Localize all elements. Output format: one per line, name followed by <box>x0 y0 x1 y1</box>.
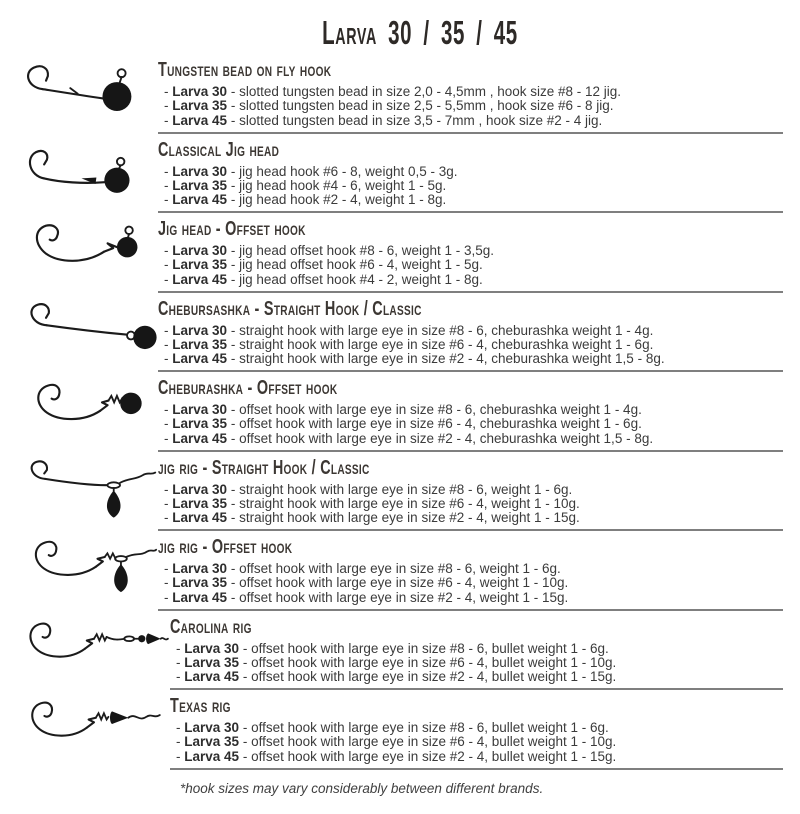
spec-text: straight hook with large eye in size #6 - 4, weight 1 - 10g. <box>239 495 580 511</box>
section-divider <box>158 132 783 134</box>
bullet-dash: - <box>164 243 169 258</box>
spec-text: jig head hook #6 - 8, weight 0,5 - 3g. <box>239 163 458 179</box>
spec-text: offset hook with large eye in size #6 - 4, cheburashka weight 1 - 6g. <box>239 416 642 432</box>
bullet-dash: - <box>164 402 169 417</box>
model-label: Larva 45 <box>172 271 228 287</box>
jig-head-offset-hook-icon <box>18 220 158 278</box>
spec-text: slotted tungsten bead in size 2,0 - 4,5mm , hook size #8 - 12 jig. <box>239 84 622 99</box>
section-cheburashka-straight-hook <box>0 295 800 375</box>
separator-dash: - <box>230 271 236 287</box>
bullet-dash: - <box>164 416 169 432</box>
rig-illustration <box>0 533 158 613</box>
bullet-dash: - <box>164 336 169 352</box>
bullet-dash: - <box>164 430 169 446</box>
section-divider <box>158 609 783 611</box>
spec-text: slotted tungsten bead in size 2,5 - 5,5mm , hook size #6 - 8 jig. <box>239 98 614 114</box>
section-divider <box>158 529 783 531</box>
carolina-rig-icon <box>18 618 170 673</box>
separator-dash: - <box>230 257 236 273</box>
spec-text: jig head offset hook #8 - 6, weight 1 - 3,5g. <box>239 243 495 258</box>
spec-line <box>158 483 783 497</box>
spec-line <box>158 99 783 113</box>
model-label: Larva 35 <box>172 257 228 273</box>
spec-line <box>170 735 783 749</box>
bullet-dash: - <box>164 351 169 367</box>
model-label: Larva 45 <box>184 669 240 685</box>
separator-dash: - <box>230 322 236 338</box>
spec-line <box>158 403 783 417</box>
bullet-dash: - <box>164 561 169 576</box>
section-cheburashka-offset-hook <box>0 374 800 454</box>
bullet-dash: - <box>164 192 169 208</box>
spec-line <box>158 432 783 446</box>
bullet-dash: - <box>164 112 169 128</box>
jig-rig-straight-hook-icon <box>18 459 158 524</box>
separator-dash: - <box>230 575 236 591</box>
separator-dash: - <box>230 402 236 417</box>
bullet-dash: - <box>176 720 181 735</box>
model-label: Larva 35 <box>172 98 228 114</box>
bullet-dash: - <box>176 640 181 656</box>
rig-illustration <box>0 692 170 772</box>
separator-dash: - <box>230 98 236 114</box>
section-divider <box>170 688 783 690</box>
bullet-dash: - <box>164 589 169 605</box>
separator-dash: - <box>230 495 236 511</box>
section-heading: Tungsten bead on fly hook <box>158 59 332 81</box>
bullet-dash: - <box>164 575 169 591</box>
spec-text: offset hook with large eye in size #6 - 4, bullet weight 1 - 10g. <box>251 654 617 670</box>
spec-line <box>158 576 783 590</box>
section-texas-rig <box>0 692 800 772</box>
rig-illustration <box>0 295 158 375</box>
separator-dash: - <box>230 243 236 258</box>
spec-line <box>170 670 783 684</box>
spec-line <box>158 244 783 258</box>
catalog-page <box>0 14 800 814</box>
spec-line <box>158 324 783 338</box>
separator-dash: - <box>230 481 236 497</box>
model-label: Larva 45 <box>172 112 228 128</box>
model-label: Larva 35 <box>172 177 228 193</box>
cheburashka-straight-hook-icon <box>18 300 158 358</box>
model-label: Larva 30 <box>172 561 228 576</box>
bullet-dash: - <box>164 257 169 273</box>
spec-text: offset hook with large eye in size #6 - 4, weight 1 - 10g. <box>239 575 569 591</box>
spec-text: offset hook with large eye in size #2 - 4, weight 1 - 15g. <box>239 589 569 605</box>
separator-dash: - <box>230 163 236 179</box>
separator-dash: - <box>242 669 248 685</box>
separator-dash: - <box>230 336 236 352</box>
section-divider <box>158 211 783 213</box>
rig-illustration <box>0 374 158 454</box>
spec-text: jig head hook #2 - 4, weight 1 - 8g. <box>239 192 447 208</box>
section-jig-rig-straight-hook <box>0 454 800 534</box>
section-heading: Chebursashka - Straight Hook / Classic <box>158 297 422 320</box>
spec-line <box>170 750 783 764</box>
tungsten-bead-fly-hook-icon <box>18 61 158 119</box>
separator-dash: - <box>230 84 236 99</box>
spec-line <box>158 338 783 352</box>
section-jig-rig-offset-hook <box>0 533 800 613</box>
rig-illustration <box>0 215 158 295</box>
bullet-dash: - <box>164 84 169 99</box>
separator-dash: - <box>242 640 248 656</box>
spec-text: offset hook with large eye in size #2 - 4, bullet weight 1 - 15g. <box>251 669 617 685</box>
spec-text: slotted tungsten bead in size 3,5 - 7mm , hook size #2 - 4 jig. <box>239 112 603 128</box>
section-divider <box>158 370 783 372</box>
bullet-dash: - <box>164 495 169 511</box>
section-heading: Classical Jig head <box>158 138 280 161</box>
separator-dash: - <box>230 430 236 446</box>
spec-line <box>158 179 783 193</box>
model-label: Larva 35 <box>172 575 228 591</box>
spec-text: straight hook with large eye in size #8 - 6, cheburashka weight 1 - 4g. <box>239 322 654 338</box>
section-jig-head-offset-hook <box>0 215 800 295</box>
spec-line <box>158 562 783 576</box>
model-label: Larva 45 <box>172 430 228 446</box>
spec-text: offset hook with large eye in size #2 - 4, bullet weight 1 - 15g. <box>251 748 617 764</box>
spec-line <box>158 85 783 99</box>
model-label: Larva 35 <box>172 336 228 352</box>
cheburashka-offset-hook-icon <box>18 379 158 437</box>
model-label: Larva 30 <box>172 402 228 417</box>
spec-line <box>158 511 783 525</box>
page-title: Larva 30 / 35 / 45 <box>322 14 518 51</box>
bullet-dash: - <box>164 510 169 526</box>
spec-text: offset hook with large eye in size #8 - 6, weight 1 - 6g. <box>239 561 561 576</box>
model-label: Larva 45 <box>172 192 228 208</box>
model-label: Larva 35 <box>184 734 240 750</box>
spec-text: jig head offset hook #6 - 4, weight 1 - 5g. <box>239 257 483 273</box>
spec-line <box>158 273 783 287</box>
model-label: Larva 30 <box>184 720 240 735</box>
model-label: Larva 35 <box>172 416 228 432</box>
section-divider <box>158 291 783 293</box>
section-heading: Texas rig <box>170 695 231 717</box>
bullet-dash: - <box>164 163 169 179</box>
spec-text: straight hook with large eye in size #6 - 4, cheburashka weight 1 - 6g. <box>239 336 654 352</box>
section-heading: Carolina rig <box>170 615 252 638</box>
model-label: Larva 30 <box>184 640 240 656</box>
section-heading: Cheburashka - Offset hook <box>158 377 338 399</box>
model-label: Larva 30 <box>172 322 228 338</box>
spec-line <box>158 591 783 605</box>
spec-line <box>158 165 783 179</box>
bullet-dash: - <box>164 322 169 338</box>
bullet-dash: - <box>164 271 169 287</box>
separator-dash: - <box>242 720 248 735</box>
section-carolina-rig <box>0 613 800 693</box>
section-heading: Jig head - Offset hook <box>158 218 306 240</box>
spec-line <box>170 721 783 735</box>
separator-dash: - <box>230 177 236 193</box>
rig-illustration <box>0 454 158 534</box>
bullet-dash: - <box>164 177 169 193</box>
spec-text: offset hook with large eye in size #2 - 4, cheburashka weight 1,5 - 8g. <box>239 430 654 446</box>
section-classical-jig-head <box>0 136 800 216</box>
rig-sections-list <box>0 56 800 772</box>
separator-dash: - <box>242 654 248 670</box>
model-label: Larva 45 <box>184 748 240 764</box>
rig-illustration <box>0 56 158 136</box>
spec-text: jig head hook #4 - 6, weight 1 - 5g. <box>239 177 447 193</box>
jig-rig-offset-hook-icon <box>18 538 158 603</box>
spec-line <box>158 114 783 128</box>
bullet-dash: - <box>164 481 169 497</box>
model-label: Larva 45 <box>172 589 228 605</box>
separator-dash: - <box>230 510 236 526</box>
spec-text: offset hook with large eye in size #8 - 6, bullet weight 1 - 6g. <box>251 720 609 735</box>
section-tungsten-bead-on-fly-hook <box>0 56 800 136</box>
spec-text: offset hook with large eye in size #8 - 6, cheburashka weight 1 - 4g. <box>239 402 642 417</box>
footnote: *hook sizes may vary considerably between different brands. <box>180 780 544 796</box>
classical-jig-head-icon <box>18 141 158 199</box>
spec-text: jig head offset hook #4 - 2, weight 1 - 8g. <box>239 271 483 287</box>
separator-dash: - <box>230 192 236 208</box>
separator-dash: - <box>242 734 248 750</box>
spec-line <box>170 656 783 670</box>
bullet-dash: - <box>176 669 181 685</box>
bullet-dash: - <box>164 98 169 114</box>
texas-rig-icon <box>18 697 170 752</box>
bullet-dash: - <box>176 734 181 750</box>
model-label: Larva 30 <box>172 84 228 99</box>
spec-line <box>158 352 783 366</box>
model-label: Larva 35 <box>184 654 240 670</box>
separator-dash: - <box>230 416 236 432</box>
separator-dash: - <box>230 351 236 367</box>
model-label: Larva 45 <box>172 351 228 367</box>
spec-text: straight hook with large eye in size #2 - 4, weight 1 - 15g. <box>239 510 580 526</box>
rig-illustration <box>0 136 158 216</box>
separator-dash: - <box>230 112 236 128</box>
rig-illustration <box>0 613 170 693</box>
spec-line <box>158 193 783 207</box>
model-label: Larva 45 <box>172 510 228 526</box>
separator-dash: - <box>230 589 236 605</box>
section-divider <box>158 450 783 452</box>
bullet-dash: - <box>176 748 181 764</box>
spec-line <box>158 417 783 431</box>
section-heading: jig rig - Straight Hook / Classic <box>158 456 370 479</box>
section-heading: jig rig - Offset hook <box>158 536 293 558</box>
spec-text: straight hook with large eye in size #2 - 4, cheburashka weight 1,5 - 8g. <box>239 351 665 367</box>
separator-dash: - <box>230 561 236 576</box>
bullet-dash: - <box>176 654 181 670</box>
model-label: Larva 35 <box>172 495 228 511</box>
spec-line <box>158 258 783 272</box>
spec-line <box>170 642 783 656</box>
section-divider <box>170 768 783 770</box>
model-label: Larva 30 <box>172 481 228 497</box>
model-label: Larva 30 <box>172 163 228 179</box>
spec-text: offset hook with large eye in size #6 - 4, bullet weight 1 - 10g. <box>251 734 617 750</box>
separator-dash: - <box>242 748 248 764</box>
spec-text: straight hook with large eye in size #8 - 6, weight 1 - 6g. <box>239 481 573 497</box>
spec-text: offset hook with large eye in size #8 - 6, bullet weight 1 - 6g. <box>251 640 609 656</box>
model-label: Larva 30 <box>172 243 228 258</box>
spec-line <box>158 497 783 511</box>
